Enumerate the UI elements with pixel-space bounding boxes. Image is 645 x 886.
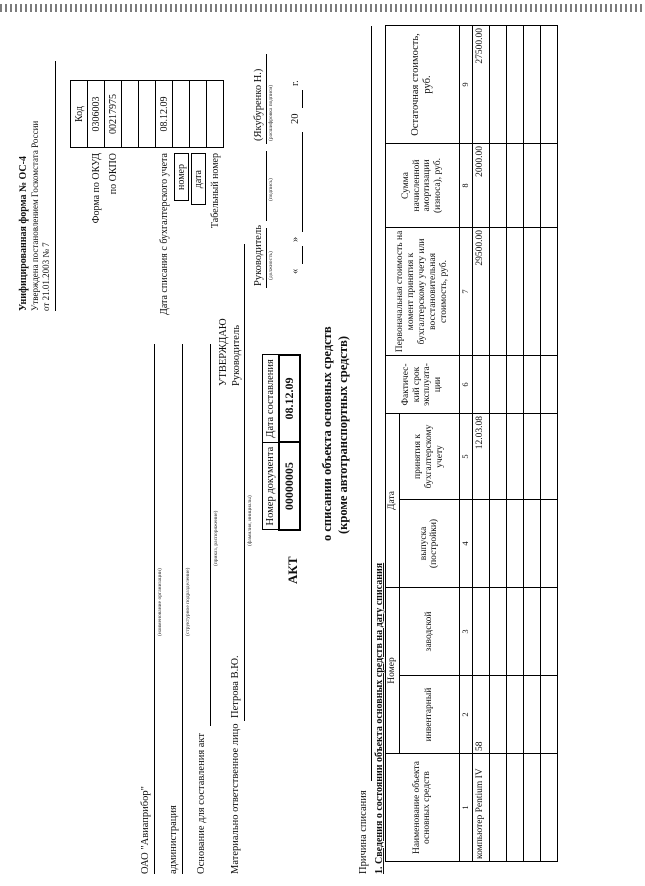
hdr-number: Номер [386,587,400,753]
doc-date-label: Дата составления [263,355,280,443]
decoding-caption: (расшифровка подписи) [268,84,274,141]
code-label: Код [71,81,88,148]
col-num: 4 [459,499,472,587]
col-num: 7 [459,227,472,355]
approved-line1: Утверждена постановлением Госкомстата России [30,120,40,311]
hdr-inventory: инвентарный [399,676,459,754]
day-line [302,246,303,264]
org-name-caption: (наименование организации) [157,568,163,636]
signature-caption: (подпись) [268,178,274,201]
col-num: 9 [459,25,472,143]
col-num: 3 [459,587,472,675]
year-line [302,90,303,108]
okpo-value: 00217975 [105,81,122,148]
table-row [540,25,557,861]
doc-subtitle2: (кроме автотранспортных средств) [336,335,350,534]
section1-title: 1. Сведения о состоянии объекта основных средств на дату списания [374,562,385,874]
org-name-line [154,344,155,874]
number-label: номер [174,153,189,201]
col-num: 5 [459,413,472,499]
signature-line [266,151,267,221]
fixed-assets-table [385,25,558,862]
quote-close: » [290,236,301,242]
cell-name: компьютер Pentium IV [472,754,489,862]
cell-release [472,499,489,587]
hdr-accept: принятия к бухгалтерскому учету [399,413,459,499]
cell-factory [472,587,489,675]
table-row [472,25,489,861]
doc-number-table [262,354,301,531]
form-title: Унифицированная форма № ОС-4 [18,156,29,311]
cell-accept: 12.03.08 [472,413,489,499]
cell-inventory: 58 [472,676,489,754]
cell-residual: 27500.00 [472,25,489,143]
doc-date: 08.12.09 [279,355,300,443]
hdr-residual: Остаточная стоимость, руб. [386,25,460,143]
responsible-caption: (фамилия, инициалы) [247,495,253,546]
table-row [489,25,506,861]
cell-initial: 29500.00 [472,227,489,355]
year-suffix: г. [290,80,301,86]
basis-caption: (приказ, распоряжение) [213,510,219,566]
scan-edge-stripe [0,4,645,12]
responsible-line [244,244,245,721]
okpo-label: по ОКПО [107,153,119,195]
col-num: 8 [459,143,472,227]
hdr-release: выпуска (постройки) [399,499,459,587]
okud-value: 0306003 [88,81,105,148]
okud-label: Форма по ОКУД [90,153,102,224]
decoding-line [266,54,267,144]
doc-num-label: Номер документа [263,442,280,530]
year-prefix: 20 [290,113,301,124]
basis-line [210,344,211,726]
org-name: ОАО "Авиаприбор" [140,786,151,874]
subdivision-caption: (структурное подразделение) [185,567,191,636]
quote-open: « [290,268,301,274]
col-num: 6 [459,355,472,413]
write-off-date-label: Дата списания с бухгалтерского учета [158,153,170,315]
position-caption: (должность) [268,251,274,280]
approval-head-label: Руководитель [231,325,242,386]
hdr-initial-cost: Первоначальная стоимость на момент принятия к бухгалтерскому учету или восстановительная стоимость, руб. [386,227,460,355]
hdr-factory: заводской [399,587,459,675]
cell-term [472,355,489,413]
codes-box [70,80,224,346]
responsible-label: Материально ответственное лицо [230,723,241,874]
approval-decoding: (Якубуренко Н.) [253,68,264,141]
hdr-term: Фактичес-кий срок эксплуата-ции [386,355,460,413]
doc-title: АКТ [285,556,300,584]
hdr-date: Дата [386,413,400,587]
table-row [506,25,523,861]
approved-line2: от 21.01.2003 № 7 [41,242,51,311]
responsible-value: Петрова В.Ю. [230,655,241,718]
month-line [302,132,303,232]
doc-number: 00000005 [279,442,300,530]
tab-number-label: Табельный номер [209,153,221,229]
basis-label: Основание для составления акт [196,733,207,874]
reason-line [371,26,372,781]
approval-title: УТВЕРЖДАЮ [218,318,229,386]
hdr-name: Наименование объекта основных средств [386,754,460,862]
date-label: дата [191,153,206,205]
reason-label: Причина списания [358,790,369,874]
doc-subtitle1: о списании объекта основных средств [320,326,334,541]
subdivision-line [182,344,183,874]
cell-amort: 2000.00 [472,143,489,227]
approval-position: Руководитель [253,225,264,286]
write-off-date-value: 08.12.09 [156,81,173,148]
col-num: 2 [459,676,472,754]
hdr-amortization: Сумма начисленной амортизации (износа), руб. [386,143,460,227]
col-num: 1 [459,754,472,862]
table-row [523,25,540,861]
header-underline [55,61,56,311]
position-line [266,228,267,288]
subdivision: администрация [168,805,179,874]
